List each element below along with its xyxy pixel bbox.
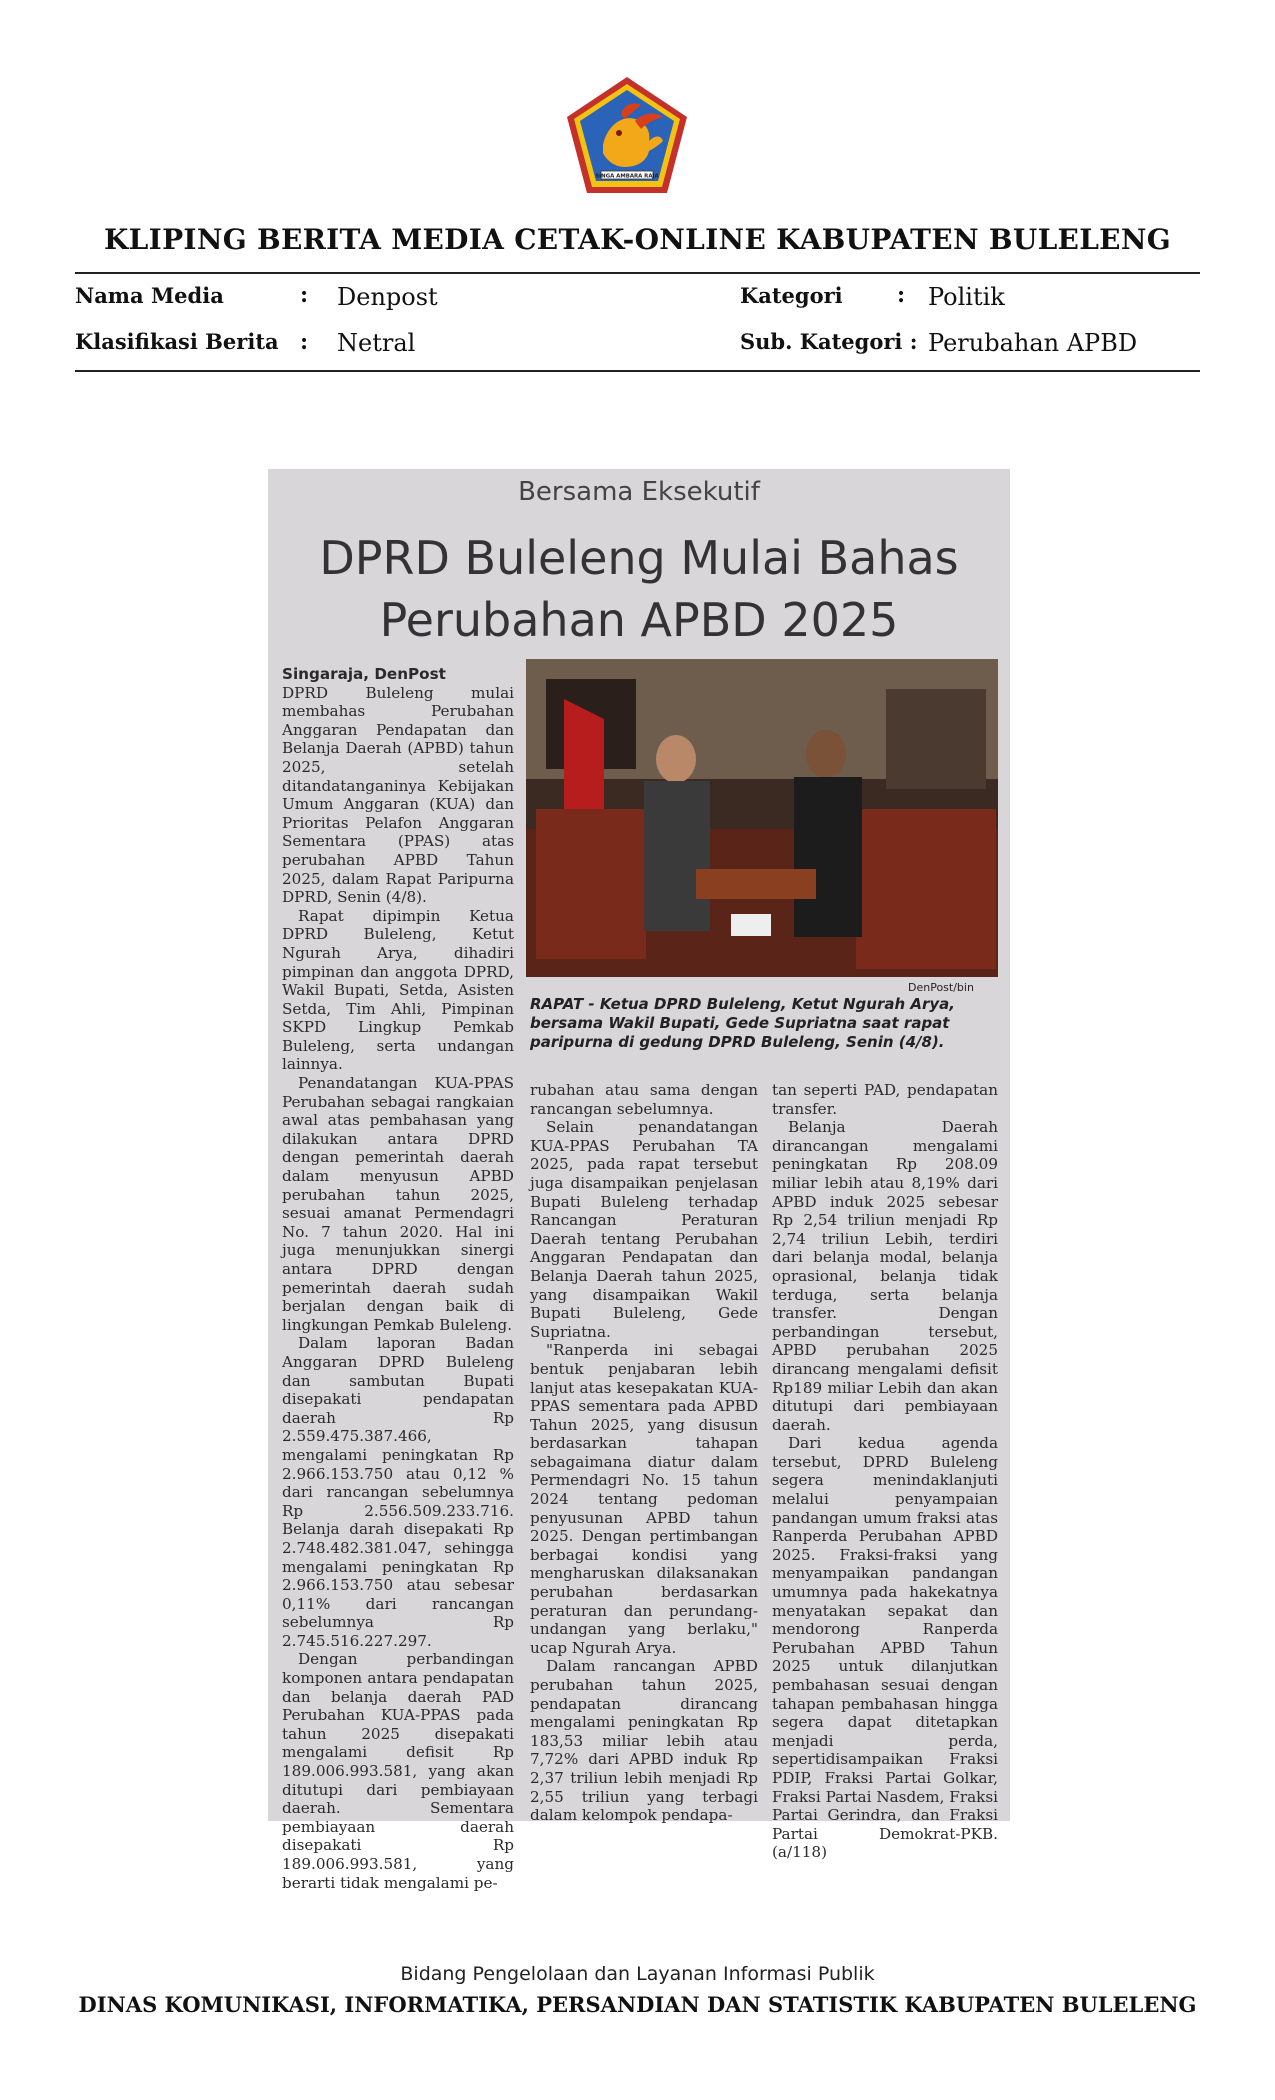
article-column-2 — [530, 1081, 758, 1825]
article-kicker: Bersama Eksekutif — [518, 477, 760, 507]
meta-separator: : — [300, 282, 309, 308]
article-paragraph: rubahan atau sama dengan rancangan sebelumnya. — [530, 1081, 758, 1118]
article-paragraph: DPRD Buleleng mulai membahas Perubahan Anggaran Pendapatan dan Belanja Daerah (APBD) tahun 2025, setelah ditandatanganinya Kebijakan Umum Anggaran (KUA) dan Prioritas Pelafon Anggaran Sementara (PPAS) atas perubahan APBD Tahun 2025, dalam Rapat Paripurna DPRD, Senin (4/8). — [282, 683, 514, 907]
meta-separator: : — [300, 329, 309, 355]
article-paragraph: "Ranperda ini sebagai bentuk penjabaran lebih lanjut atas kesepakatan KUA-PPAS sementara pada APBD Tahun 2025, yang disusun berdasarkan tahapan sebagaimana diatur dalam Permendagri No. 15 tahun 2024 tentang pedoman penyusunan APBD tahun 2025. Dengan pertimbangan berbagai kondisi yang mengharuskan dilaksanakan perubahan berdasarkan peraturan dan perundang-undangan yang berlaku," ucap Ngurah Arya. — [530, 1341, 758, 1657]
article-column-3 — [772, 1081, 998, 1862]
logo-caption: SINGA AMBARA RAJA — [595, 173, 659, 180]
header-divider-bottom — [75, 370, 1200, 372]
article-headline — [268, 527, 1010, 651]
header-divider-top — [75, 272, 1200, 274]
photo-credit: DenPost/bin — [908, 981, 974, 994]
newspaper-clipping — [268, 469, 1010, 1892]
article-photo — [526, 659, 998, 977]
article-paragraph: Dari kedua agenda tersebut, DPRD Buleleng segera menindaklanjuti melalui penyampaian pandangan umum fraksi atas Ranperda Perubahan APBD 2025. Fraksi-fraksi yang menyampaikan pandangan umumnya pada hakekatnya menyatakan sepakat dan mendorong Ranperda Perubahan APBD Tahun 2025 untuk dilanjutkan pembahasan sesuai dengan tahapan pembahasan hingga segera dapat ditetapkan menjadi perda, sepertidisampaikan Fraksi PDIP, Fraksi Partai Golkar, Fraksi Partai Nasdem, Fraksi Partai Gerindra, dan Fraksi Partai Demokrat-PKB. (a/118) — [772, 1434, 998, 1862]
headline-line-1: DPRD Buleleng Mulai Bahas — [319, 531, 959, 585]
sub-kategori-value: Perubahan APBD — [928, 329, 1138, 357]
nama-media-value: Denpost — [337, 283, 438, 311]
article-paragraph: Dalam rancangan APBD perubahan tahun 2025, pendapatan dirancang mengalami peningkatan Rp 183,53 miliar lebih atau 7,72% dari APBD induk Rp 2,37 triliun lebih menjadi Rp 2,55 triliun yang terbagi dalam kelompok pendapa- — [530, 1657, 758, 1825]
kategori-value: Politik — [928, 283, 1005, 311]
klasifikasi-value: Netral — [337, 329, 416, 357]
footer-department: Bidang Pengelolaan dan Layanan Informasi Publik — [400, 1963, 875, 1985]
article-column-1 — [282, 665, 514, 1892]
nama-media-label: Nama Media — [75, 283, 224, 308]
kategori-label: Kategori — [740, 283, 843, 308]
article-paragraph: Dalam laporan Badan Anggaran DPRD Buleleng dan sambutan Bupati disepakati pendapatan daerah Rp 2.559.475.387.466, mengalami peningkatan Rp 2.966.153.750 atau 0,12 % dari rancangan sebelumnya Rp 2.556.509.233.716. Belanja darah disepakati Rp 2.748.482.381.047, sehingga mengalami peningkatan Rp 2.966.153.750 atau sebesar 0,11% dari rancangan sebelumnya Rp 2.745.516.227.297. — [282, 1334, 514, 1650]
article-paragraph: Belanja Daerah dirancangan mengalami peningkatan Rp 208.09 miliar lebih atau 8,19% dari APBD induk 2025 sebesar Rp 2,54 triliun menjadi Rp 2,74 triliun Lebih, terdiri dari belanja modal, belanja oprasional, belanja tidak terduga, serta belanja transfer. Dengan perbandingan tersebut, APBD perubahan 2025 dirancang mengalami defisit Rp189 miliar Lebih dan akan ditutupi dari pembiayaan daerah. — [772, 1118, 998, 1434]
document-title: KLIPING BERITA MEDIA CETAK-ONLINE KABUPATEN BULELENG — [104, 223, 1171, 256]
meta-separator: : — [897, 282, 906, 308]
article-paragraph: tan seperti PAD, pendapatan transfer. — [772, 1081, 998, 1118]
headline-line-2: Perubahan APBD 2025 — [379, 593, 899, 647]
sub-kategori-label: Sub. Kategori : — [740, 329, 918, 354]
buleleng-emblem-logo — [563, 75, 691, 197]
article-paragraph: Rapat dipimpin Ketua DPRD Buleleng, Ketut Ngurah Arya, dihadiri pimpinan dan anggota DPRD, Wakil Bupati, Setda, Asisten Setda, Tim Ahli, Pimpinan SKPD Lingkup Pemkab Buleleng, serta undangan lainnya. — [282, 906, 514, 1074]
klasifikasi-label: Klasifikasi Berita — [75, 329, 279, 354]
article-dateline: Singaraja, DenPost — [282, 665, 446, 683]
footer-agency: DINAS KOMUNIKASI, INFORMATIKA, PERSANDIAN DAN STATISTIK KABUPATEN BULELENG — [78, 1992, 1197, 2017]
photo-caption: RAPAT - Ketua DPRD Buleleng, Ketut Ngurah Arya, bersama Wakil Bupati, Gede Supriatna saat rapat paripurna di gedung DPRD Buleleng, Senin (4/8). — [530, 995, 955, 1051]
article-paragraph: Selain penandatangan KUA-PPAS Perubahan TA 2025, pada rapat tersebut juga disampaikan penjelasan Bupati Buleleng terhadap Rancangan Peraturan Daerah tentang Perubahan Anggaran Pendapatan dan Belanja Daerah tahun 2025, yang disampaikan Wakil Bupati Buleleng, Gede Supriatna. — [530, 1118, 758, 1341]
article-paragraph: Dengan perbandingan komponen antara pendapatan dan belanja daerah PAD Perubahan KUA-PPAS pada tahun 2025 disepakati mengalami defisit Rp 189.006.993.581, yang akan ditutupi dari pembiayaan daerah. Sementara pembiayaan daerah disepakati Rp 189.006.993.581, yang berarti tidak mengalami pe- — [282, 1650, 514, 1892]
article-paragraph: Penandatangan KUA-PPAS Perubahan sebagai rangkaian awal atas pembahasan yang dilakukan antara DPRD dengan pemerintah daerah dalam menyusun APBD perubahan tahun 2025, sesuai amanat Permendagri No. 7 tahun 2020. Hal ini juga menunjukkan sinergi antara DPRD dengan pemerintah daerah sudah berjalan dengan baik di lingkungan Pemkab Buleleng. — [282, 1074, 514, 1334]
